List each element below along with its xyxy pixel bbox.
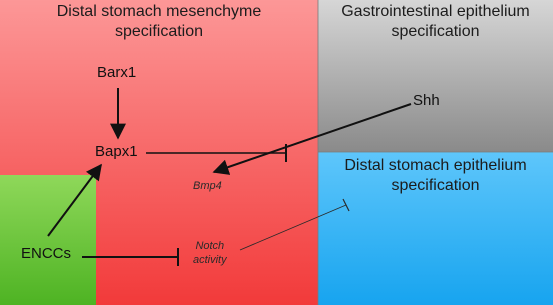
- gi-epithelium-title-line2: specification: [391, 23, 480, 40]
- notch-activity-label: [193, 239, 227, 267]
- gi-epithelium-region-title: [318, 2, 553, 42]
- barx1-node: Barx1: [97, 64, 137, 81]
- bapx1-node: Bapx1: [95, 143, 138, 160]
- notch-label-line2: activity: [193, 254, 227, 266]
- enteric-region: [0, 175, 96, 305]
- enccs-node: ENCCs: [21, 245, 72, 262]
- mesenchyme-title-line1: Distal stomach mesenchyme: [56, 3, 262, 20]
- notch-label-line1: Notch: [195, 240, 225, 252]
- mesenchyme-region-title: [0, 2, 318, 42]
- distal-epithelium-region-title: [318, 156, 553, 196]
- shh-node: Shh: [413, 92, 440, 109]
- mesenchyme-title-line2: specification: [114, 23, 204, 40]
- bmp4-label: Bmp4: [193, 180, 222, 192]
- gi-epithelium-title-line1: Gastrointestinal epithelium: [341, 3, 530, 20]
- distal-epithelium-title-line1: Distal stomach epithelium: [344, 157, 527, 174]
- distal-epithelium-title-line2: specification: [391, 177, 480, 194]
